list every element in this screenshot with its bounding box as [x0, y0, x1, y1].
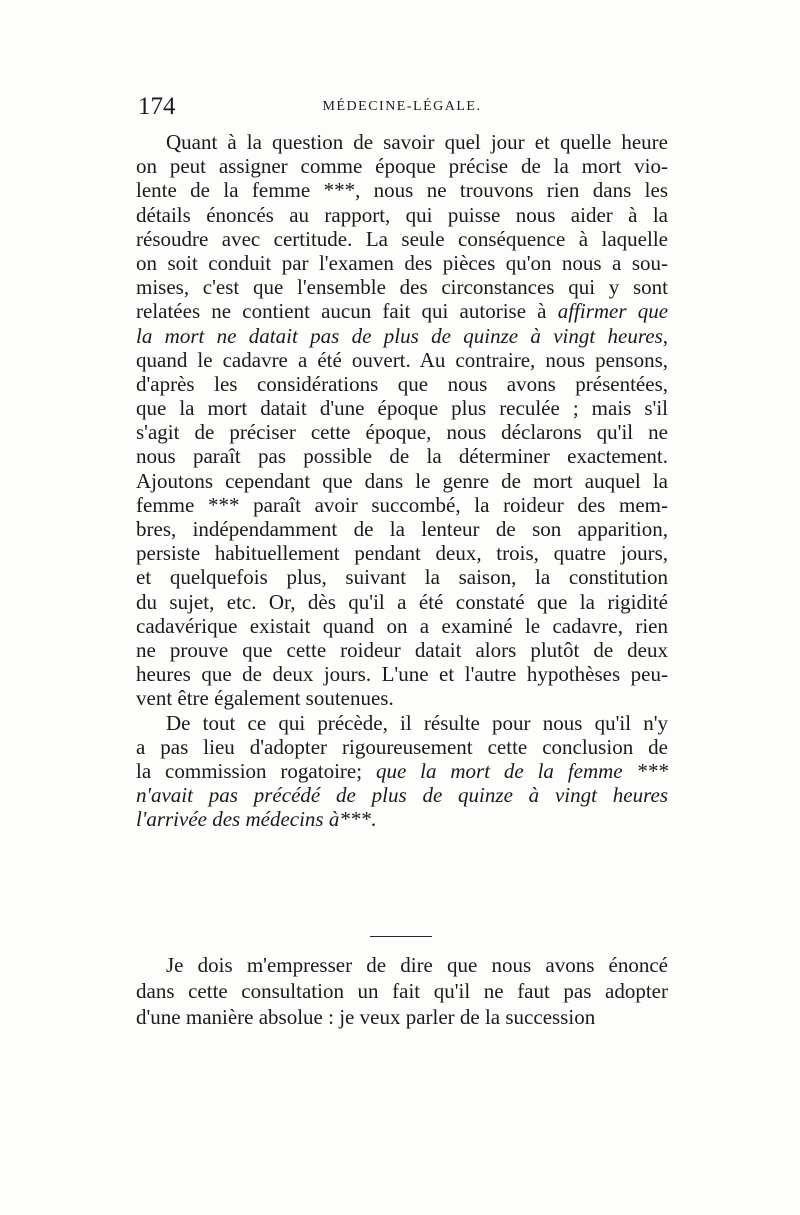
- line-text: dans cette consultation un fait qu'il ne faut pas adopter: [136, 979, 668, 1003]
- line-text: la commission rogatoire;: [136, 758, 376, 783]
- text-line: [136, 469, 668, 493]
- line-text: persiste habituellement pendant deux, trois, quatre jours,: [136, 541, 668, 566]
- text-line: [136, 203, 668, 227]
- line-text: Ajoutons cependant que dans le genre de mort auquel la: [136, 468, 668, 493]
- text-line: [136, 251, 668, 275]
- line-text: que la mort datait d'une époque plus reculée ; mais s'il: [136, 396, 668, 421]
- text-line: [136, 130, 668, 154]
- line-text: heures que de deux jours. L'une et l'autre hypothèses peu-: [136, 662, 668, 687]
- paragraph: [136, 952, 668, 1030]
- line-text: Quant à la question de savoir quel jour et quelle heure: [166, 130, 668, 154]
- text-line: [136, 396, 668, 420]
- line-text: et quelquefois plus, suivant la saison, la constitution: [136, 565, 668, 590]
- text-line: [136, 299, 668, 323]
- italic-text: l'arrivée des médecins à***: [136, 807, 371, 832]
- line-text: De tout ce qui précède, il résulte pour nous qu'il n'y: [166, 710, 668, 735]
- text-line: [136, 348, 668, 372]
- text-line: [136, 444, 668, 468]
- line-text: Je dois m'empresser de dire que nous avons énoncé: [166, 953, 668, 977]
- text-line: [136, 541, 668, 565]
- line-text: femme *** paraît avoir succombé, la roideur des mem-: [136, 492, 668, 517]
- text-line: [136, 154, 668, 178]
- section-separator-rule: [370, 936, 432, 937]
- paragraph: [136, 711, 668, 832]
- following-text-block: [136, 952, 668, 1030]
- line-text: s'agit de préciser cette époque, nous déclarons qu'il ne: [136, 420, 668, 445]
- italic-text: n'avait pas précédé de plus de quinze à vingt heures: [136, 783, 668, 808]
- text-line: [136, 565, 668, 589]
- line-text: d'après les considérations que nous avons présentées,: [136, 371, 668, 396]
- line-text: nous paraît pas possible de la déterminer exactement.: [136, 444, 668, 469]
- line-text: relatées ne contient aucun fait qui autorise à: [136, 299, 558, 324]
- line-text: ,: [662, 323, 668, 348]
- text-line: [136, 275, 668, 299]
- text-line: [136, 372, 668, 396]
- text-line: [136, 614, 668, 638]
- page-header: [136, 92, 668, 122]
- line-text: on soit conduit par l'examen des pièces qu'on nous a sou-: [136, 250, 668, 275]
- line-text: mises, c'est que l'ensemble des circonstances qui y sont: [136, 275, 668, 300]
- text-line: [136, 978, 668, 1004]
- main-text-block: [136, 130, 668, 831]
- text-line: [136, 493, 668, 517]
- text-line: [136, 662, 668, 686]
- text-line: [136, 420, 668, 444]
- line-text: du sujet, etc. Or, dès qu'il a été constaté que la rigidité: [136, 589, 668, 614]
- line-text: vent être également soutenues.: [136, 686, 394, 711]
- paragraph: [136, 130, 668, 711]
- text-line: [136, 783, 668, 807]
- line-text: on peut assigner comme époque précise de la mort vio-: [136, 154, 668, 179]
- text-line: [136, 807, 668, 831]
- text-line: [136, 638, 668, 662]
- text-line: [136, 735, 668, 759]
- line-text: a pas lieu d'adopter rigoureusement cette conclusion de: [136, 734, 668, 759]
- italic-text: affirmer que: [557, 299, 669, 324]
- text-line: [136, 324, 668, 348]
- text-line: [136, 759, 668, 783]
- text-line: [136, 517, 668, 541]
- line-text: cadavérique existait quand on a examiné le cadavre, rien: [136, 613, 668, 638]
- text-line: [136, 711, 668, 735]
- italic-text: la mort ne datait pas de plus de quinze à vingt heures: [136, 323, 663, 348]
- line-text: .: [370, 807, 377, 832]
- text-line: [136, 952, 668, 978]
- line-text: détails énoncés au rapport, qui puisse nous aider à la: [136, 202, 668, 227]
- text-line: [136, 227, 668, 251]
- line-text: d'une manière absolue : je veux parler de la succession: [136, 1005, 596, 1029]
- page-number: 174: [138, 93, 176, 120]
- line-text: résoudre avec certitude. La seule conséquence à laquelle: [136, 226, 668, 251]
- line-text: ne prouve que cette roideur datait alors plutôt de deux: [136, 637, 668, 662]
- text-line: [136, 178, 668, 202]
- line-text: bres, indépendamment de la lenteur de son apparition,: [136, 517, 668, 541]
- line-text: lente de la femme ***, nous ne trouvons rien dans les: [136, 178, 668, 203]
- text-line: [136, 686, 668, 710]
- text-line: [136, 590, 668, 614]
- running-head: MÉDECINE-LÉGALE.: [322, 99, 482, 114]
- line-text: quand le cadavre a été ouvert. Au contraire, nous pensons,: [136, 347, 668, 372]
- italic-text: que la mort de la femme ***: [375, 758, 668, 783]
- text-line: [136, 1004, 668, 1030]
